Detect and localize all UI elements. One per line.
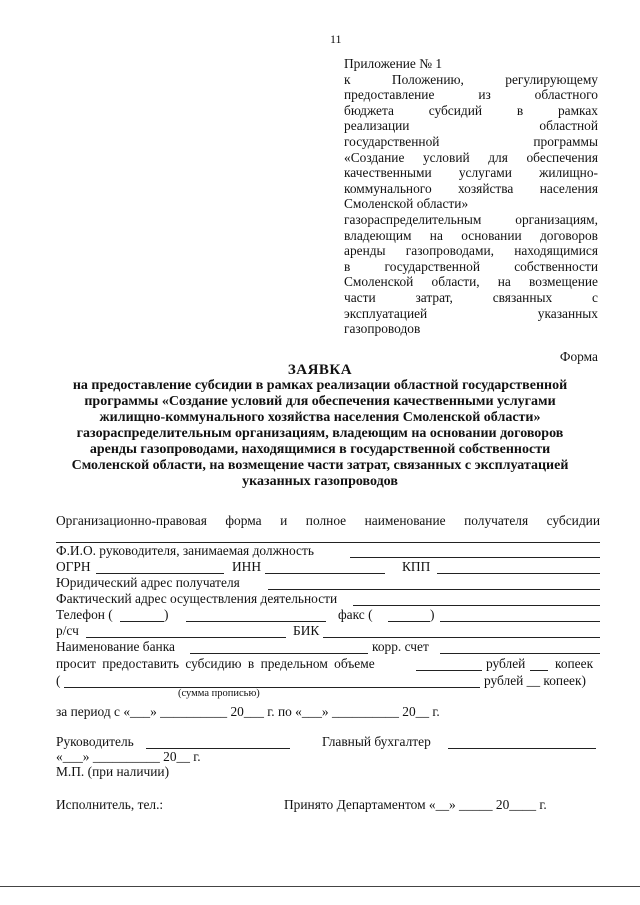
legal-address-label: Юридический адрес получателя [56,575,240,590]
inn-label: ИНН [232,559,262,574]
bank-name-label: Наименование банка [56,639,175,654]
director-line[interactable] [350,557,600,558]
inn-line[interactable] [265,573,385,574]
appendix-line: газопроводов [344,321,421,337]
title-line: указанных газопроводов [242,474,398,489]
title-line: жилищно-коммунального хозяйства населения Смоленской области» [99,410,541,425]
phone-close: ) [164,607,169,622]
bik-label: БИК [293,623,320,638]
fax-line[interactable] [440,621,600,622]
page-edge-line [0,886,640,887]
title-line: газораспределительным организациям, владеющим на основании договоров [76,426,564,441]
amount-kopecks-line[interactable] [530,670,548,671]
title-line: на предоставление субсидии в рамках реализации областной государственной [72,378,568,393]
accepted-label: Принято Департаментом «__» _____ 20____ г. [284,797,547,812]
legal-address-line[interactable] [268,589,600,590]
amount-words-caption: (сумма прописью) [178,688,260,699]
kpp-line[interactable] [437,573,600,574]
appendix-line: к Положению, регулирующему [344,71,598,87]
appendix-line: Смоленской области, на возмещение [344,274,598,290]
appendix-line: «Создание условий для обеспечения [344,149,598,165]
title-line: Смоленской области, на возмещение части затрат, связанных с эксплуатацией [71,458,569,473]
appendix-line: владеющим на основании договоров [344,227,598,243]
corr-account-line[interactable] [440,653,600,654]
appendix-line: реализации областной [344,118,598,134]
rubles-kopecks-close: рублей __ копеек) [484,673,586,688]
kopecks-label: копеек [555,656,594,671]
appendix-line: в государственной собственности [344,258,598,274]
fax-code-line[interactable] [388,621,430,622]
amount-words-line[interactable] [64,687,480,688]
director-label: Ф.И.О. руководителя, занимаемая должность [56,543,314,558]
signature-date: «___» __________ 20__ г. [56,749,201,764]
account-line[interactable] [86,637,286,638]
request-label: просит предоставить субсидию в предельном объеме [56,656,375,671]
amount-rubles-line[interactable] [416,670,482,671]
appendix-line: государственной программы [344,133,598,149]
actual-address-line[interactable] [353,605,600,606]
appendix-line: эксплуатацией указанных [344,305,598,321]
actual-address-label: Фактический адрес осуществления деятельности [56,591,338,606]
chief-accountant-label: Главный бухгалтер [322,734,431,749]
title-line: аренды газопроводами, находящимися в государственной собственности [89,442,551,457]
bank-name-line[interactable] [190,653,368,654]
application-title [0,362,640,490]
appendix-line: Смоленской области» [344,196,469,212]
form-label: Форма [559,349,598,364]
fax-label: факс ( [338,607,373,622]
head-label: Руководитель [56,734,134,749]
appendix-line: коммунального хозяйства населения [344,180,598,196]
appendix-line: Приложение № 1 [344,56,443,71]
appendix-line: аренды газопроводами, находящимися [344,243,598,259]
appendix-block [344,56,598,337]
title-heading: ЗАЯВКА [287,362,353,378]
rubles-label: рублей [486,656,526,671]
org-form-label: Организационно-правовая форма и полное наименование получателя субсидии [56,513,600,528]
period-label: за период с «___» __________ 20___ г. по «___» __________ 20__ г. [56,704,440,719]
kpp-label: КПП [402,559,431,574]
open-paren: ( [56,673,61,688]
appendix-line: газораспределительным организациям, [344,211,598,227]
appendix-line: предоставление из областного [344,87,598,103]
phone-label: Телефон ( [56,607,113,622]
appendix-line: части затрат, связанных с [344,289,598,305]
ogrn-label: ОГРН [56,559,91,574]
appendix-line: качественными услугами жилищно- [344,165,598,181]
executor-label: Исполнитель, тел.: [56,797,164,812]
bik-line[interactable] [323,637,600,638]
fax-close: ) [430,607,435,622]
stamp-label: М.П. (при наличии) [56,764,170,779]
title-line: программы «Создание условий для обеспечения качественными услугами [84,394,556,409]
page-number: 11 [330,32,342,46]
phone-code-line[interactable] [120,621,164,622]
phone-line[interactable] [186,621,326,622]
chief-accountant-signature-line[interactable] [448,748,596,749]
corr-account-label: корр. счет [372,639,429,654]
appendix-line: бюджета субсидий в рамках [344,102,598,118]
ogrn-line[interactable] [96,573,224,574]
account-label: р/сч [56,623,79,638]
